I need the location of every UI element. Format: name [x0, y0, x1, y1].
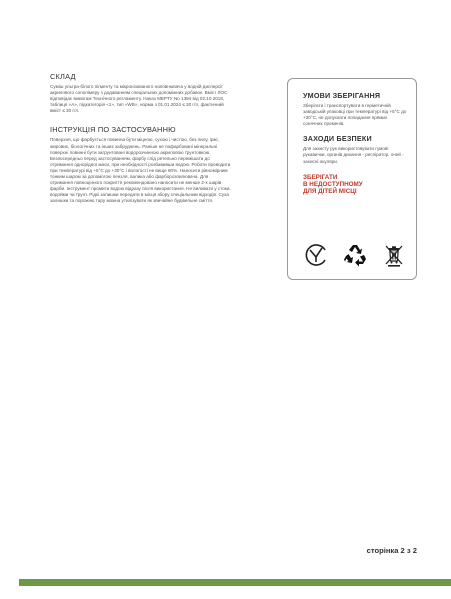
crossed-bin-icon: [381, 242, 407, 268]
footer-accent-bar: [19, 579, 451, 586]
storage-section: [303, 91, 408, 127]
safety-heading: ЗАХОДИ БЕЗПЕКИ: [303, 134, 372, 144]
composition-heading: СКЛАД: [50, 72, 76, 81]
keep-away-from-children-warning: [303, 174, 408, 196]
instructions-section: [50, 125, 232, 204]
storage-heading: УМОВИ ЗБЕРІГАННЯ: [303, 91, 381, 100]
composition-section: [50, 72, 232, 114]
recycle-icon: [342, 242, 368, 268]
composition-text: Суміш ультра-білого пігменту та мікронізованого наповнювача у водній дисперсії акрилового сополімеру з додаванням спеціальних допоміжних добавок. Вміст ЛОС відповідає вимогам Технічного регламенту. Наказ МЕРТУ No 1394 від 02.10.2018, таблиця «А», підкатегорія «1», тип «WB», норма з 01.01.2024 ≤ 30 г/л, фактичний вміст ≤ 30 г/л.: [50, 84, 228, 114]
warning-line-3: ДЛЯ ДІТЕЙ МІСЦІ: [303, 188, 357, 196]
certification-icons: [303, 242, 408, 268]
warning-line-1: ЗБЕРІГАТИ: [303, 173, 338, 181]
instructions-heading: ІНСТРУКЦІЯ ПО ЗАСТОСУВАННЮ: [50, 125, 176, 135]
left-column: [50, 72, 232, 205]
instructions-text: Поверхня, що фарбується повинна бути міцною, сухою і чистою, без пилу, іржі, жирових, біологічних та інших забруднень. Раніше не пофарбовані мінеральні поверхні повинні бути загрунтовані водорозчинною акриловою ґрунтовкою. Безпосередньо перед застосуванням, фарбу слід ретельно перемішати до отримання однорідної маси, при необхідності розбавивши водою. Роботи проводити при температурі від +5°С до +30°С і вологості не вище 80%. Наносити рівномірним тонким шаром за допомогою пензля, валика або фарборозпилювача. Для отримання повноцінного покриття рекомендовано наносити не менше 2-х шарів фарби. Інструмент промити водою відразу після використання. Не виливати у стоки, водойми чи ґрунт. Рідкі залишки передати в місця збору спеціальним відходів. Суха залишки та порожню тару можна утилізувати як звичайне будівельне сміття.: [50, 137, 231, 204]
warning-line-2: В НЕДОСТУПНОМУ: [303, 181, 363, 189]
safety-section: [303, 134, 408, 164]
page-number: сторінка 2 з 2: [366, 546, 417, 555]
ua-conformity-icon: [303, 242, 329, 268]
storage-safety-box: [287, 78, 417, 280]
safety-text: Для захисту рук використовувати гумові рукавички, органів дихання - респіратор, очей - захисні окуляри.: [303, 146, 404, 164]
storage-text: Зберігати і транспортувати в герметичній заводській упаковці при температурі від +5°С до +30°С, не допускати попадання прямих сонячних променів.: [303, 103, 407, 127]
